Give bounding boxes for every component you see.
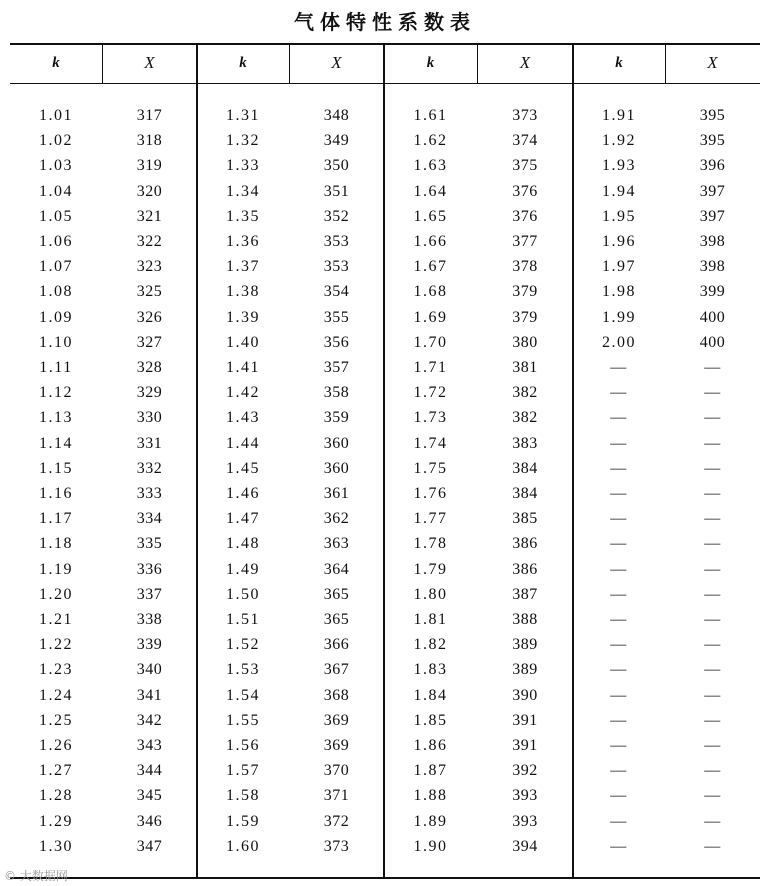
k-value-cell: 1.03	[39, 157, 73, 175]
x-value-cell: —	[704, 661, 721, 679]
x-value-cell: 387	[512, 585, 538, 603]
x-value-cell: 395	[699, 132, 726, 150]
x-value-cell: —	[704, 636, 721, 654]
x-value-cell: 376	[512, 182, 538, 200]
table-row	[10, 481, 760, 506]
header-x-4: X	[707, 53, 718, 72]
table-row	[10, 456, 760, 481]
x-value-cell: 383	[512, 434, 538, 452]
x-value-cell: 361	[323, 485, 350, 502]
x-value-cell: 317	[136, 107, 163, 124]
x-value-cell: 360	[323, 459, 350, 477]
k-value-cell: 1.34	[226, 182, 260, 200]
x-value-cell: 380	[512, 333, 538, 351]
k-value-cell: 1.87	[413, 762, 448, 780]
k-value-cell: —	[610, 636, 628, 654]
x-value-cell: 392	[512, 762, 538, 780]
header-k-3: k	[426, 55, 435, 71]
x-value-cell: 391	[512, 711, 538, 729]
table-row	[10, 204, 760, 229]
k-value-cell: 1.42	[226, 384, 260, 402]
x-value-cell: 370	[323, 762, 350, 780]
k-value-cell: 1.38	[226, 283, 260, 301]
k-value-cell: 1.59	[226, 812, 260, 830]
k-value-cell: —	[610, 812, 628, 830]
k-value-cell: 1.12	[39, 384, 73, 402]
x-value-cell: 374	[512, 132, 538, 150]
table-row	[10, 128, 760, 153]
table-row	[10, 431, 760, 456]
table-row	[10, 582, 760, 607]
x-value-cell: 335	[136, 535, 163, 553]
x-value-cell: 357	[323, 359, 350, 376]
k-value-cell: 1.61	[413, 107, 448, 124]
x-value-cell: 365	[323, 611, 350, 628]
k-value-cell: —	[610, 359, 628, 376]
table-row	[10, 305, 760, 330]
k-value-cell: 1.07	[39, 258, 73, 276]
x-value-cell: 359	[323, 409, 350, 427]
k-value-cell: 1.36	[226, 233, 260, 250]
k-value-cell: —	[610, 459, 628, 477]
x-value-cell: 360	[323, 434, 350, 452]
x-value-cell: 398	[699, 258, 726, 276]
table-row	[10, 758, 760, 783]
x-value-cell: 338	[136, 611, 163, 628]
x-value-cell: —	[704, 485, 721, 502]
k-value-cell: 1.80	[413, 585, 448, 603]
x-value-cell: —	[704, 459, 721, 477]
k-value-cell: —	[610, 787, 628, 805]
k-value-cell: 1.41	[226, 359, 260, 376]
x-value-cell: 364	[323, 560, 350, 578]
k-value-cell: 1.26	[39, 737, 73, 754]
x-value-cell: 385	[512, 510, 538, 528]
table-row	[10, 683, 760, 708]
x-value-cell: 319	[136, 157, 163, 175]
k-value-cell: 1.17	[39, 510, 73, 528]
header-divider	[102, 43, 103, 83]
gas-coefficient-table	[10, 43, 760, 878]
table-row	[10, 809, 760, 834]
header-k-2: k	[239, 55, 247, 71]
k-value-cell: —	[610, 510, 628, 528]
k-value-cell: 1.67	[413, 258, 448, 276]
x-value-cell: —	[704, 812, 721, 830]
k-value-cell: 1.69	[413, 308, 448, 326]
x-value-cell: 390	[512, 686, 538, 704]
table-row	[10, 229, 760, 254]
x-value-cell: 333	[136, 485, 163, 502]
x-value-cell: 377	[512, 233, 538, 250]
k-value-cell: 1.58	[226, 787, 260, 805]
k-value-cell: 1.24	[39, 686, 73, 704]
x-value-cell: 339	[136, 636, 163, 654]
header-divider	[289, 43, 290, 83]
k-value-cell: 1.48	[226, 535, 260, 553]
k-value-cell: 1.73	[413, 409, 448, 427]
table-row	[10, 531, 760, 556]
x-value-cell: 400	[699, 308, 726, 326]
x-value-cell: —	[704, 585, 721, 603]
table-row	[10, 506, 760, 531]
x-value-cell: 372	[323, 812, 350, 830]
table-row	[10, 153, 760, 178]
header-divider	[477, 43, 478, 83]
k-value-cell: 1.15	[39, 459, 73, 477]
k-value-cell: 1.39	[226, 308, 260, 326]
x-value-cell: 330	[136, 409, 163, 427]
table-row	[10, 405, 760, 430]
k-value-cell: 1.29	[39, 812, 73, 830]
k-value-cell: 1.56	[226, 737, 260, 754]
k-value-cell: 1.66	[413, 233, 448, 250]
k-value-cell: 1.60	[226, 837, 260, 855]
x-value-cell: 396	[699, 157, 726, 175]
table-row	[10, 632, 760, 657]
k-value-cell: 1.19	[39, 560, 73, 578]
k-value-cell: 1.33	[226, 157, 260, 175]
x-value-cell: 375	[512, 157, 538, 175]
k-value-cell: —	[610, 661, 628, 679]
k-value-cell: 1.27	[39, 762, 73, 780]
x-value-cell: 384	[512, 485, 538, 502]
watermark-logo: © 大数据网	[4, 869, 68, 883]
x-value-cell: 328	[136, 359, 163, 376]
k-value-cell: —	[610, 409, 628, 427]
k-value-cell: 1.31	[226, 107, 260, 124]
k-value-cell: —	[610, 837, 628, 855]
k-value-cell: —	[610, 762, 628, 780]
k-value-cell: 1.64	[413, 182, 448, 200]
x-value-cell: 342	[136, 711, 163, 729]
k-value-cell: 1.81	[413, 611, 448, 628]
k-value-cell: —	[610, 485, 628, 502]
table-row	[10, 279, 760, 304]
k-value-cell: 1.01	[39, 107, 73, 124]
k-value-cell: 1.79	[413, 560, 448, 578]
k-value-cell: —	[610, 384, 628, 402]
x-value-cell: —	[704, 384, 721, 402]
table-title: 气体特性系数表	[294, 10, 476, 34]
x-value-cell: 350	[323, 157, 350, 175]
k-value-cell: —	[610, 434, 628, 452]
k-value-cell: —	[610, 711, 628, 729]
k-value-cell: 1.82	[413, 636, 448, 654]
header-x-1: X	[144, 53, 155, 72]
x-value-cell: 355	[323, 308, 350, 326]
x-value-cell: 391	[512, 737, 538, 754]
header-x-2: X	[331, 53, 342, 72]
k-value-cell: 1.85	[413, 711, 448, 729]
x-value-cell: 389	[512, 636, 538, 654]
x-value-cell: 397	[699, 182, 726, 200]
k-value-cell: 1.78	[413, 535, 448, 553]
x-value-cell: 326	[136, 308, 163, 326]
k-value-cell: —	[610, 585, 628, 603]
header-rule	[10, 83, 760, 84]
x-value-cell: 336	[136, 560, 163, 578]
k-value-cell: 1.63	[413, 157, 448, 175]
k-value-cell: 1.68	[413, 283, 448, 301]
k-value-cell: 1.14	[39, 434, 73, 452]
x-value-cell: 362	[323, 510, 350, 528]
k-value-cell: 1.11	[39, 359, 73, 376]
x-value-cell: 348	[323, 107, 350, 124]
table-row	[10, 254, 760, 279]
x-value-cell: —	[704, 510, 721, 528]
x-value-cell: 340	[136, 661, 163, 679]
x-value-cell: 399	[699, 283, 726, 301]
x-value-cell: 371	[323, 787, 350, 805]
k-value-cell: 1.08	[39, 283, 73, 301]
x-value-cell: 349	[323, 132, 350, 150]
x-value-cell: 351	[323, 182, 350, 200]
x-value-cell: —	[704, 837, 721, 855]
x-value-cell: —	[704, 535, 721, 553]
x-value-cell: 381	[512, 359, 538, 376]
k-value-cell: 1.54	[226, 686, 260, 704]
k-value-cell: 1.88	[413, 787, 448, 805]
table-row	[10, 330, 760, 355]
x-value-cell: 386	[512, 535, 538, 553]
k-value-cell: 1.65	[413, 207, 448, 225]
x-value-cell: 321	[136, 207, 163, 225]
x-value-cell: 322	[136, 233, 163, 250]
table-row	[10, 657, 760, 682]
table-row	[10, 783, 760, 808]
x-value-cell: 395	[699, 107, 726, 124]
k-value-cell: 1.76	[413, 485, 448, 502]
k-value-cell: 1.72	[413, 384, 448, 402]
k-value-cell: 1.55	[226, 711, 260, 729]
x-value-cell: 373	[323, 837, 350, 855]
table-row	[10, 103, 760, 128]
k-value-cell: 1.16	[39, 485, 73, 502]
k-value-cell: 1.04	[39, 182, 73, 200]
table-row	[10, 733, 760, 758]
x-value-cell: 394	[512, 837, 538, 855]
k-value-cell: —	[610, 686, 628, 704]
k-value-cell: 1.10	[39, 333, 73, 351]
k-value-cell: —	[610, 737, 628, 754]
k-value-cell: 1.47	[226, 510, 260, 528]
x-value-cell: 325	[136, 283, 163, 301]
k-value-cell: 1.52	[226, 636, 260, 654]
table-row	[10, 607, 760, 632]
x-value-cell: 367	[323, 661, 350, 679]
k-value-cell: 1.30	[39, 837, 73, 855]
k-value-cell: 1.09	[39, 308, 73, 326]
x-value-cell: 389	[512, 661, 538, 679]
header-x-3: X	[519, 53, 531, 72]
header-divider	[665, 43, 666, 83]
header-k-4: k	[615, 55, 623, 71]
x-value-cell: 320	[136, 182, 163, 200]
x-value-cell: 318	[136, 132, 163, 150]
x-value-cell: 400	[699, 333, 726, 351]
x-value-cell: 365	[323, 585, 350, 603]
x-value-cell: 393	[512, 787, 538, 805]
table-row	[10, 179, 760, 204]
k-value-cell: —	[610, 535, 628, 553]
k-value-cell: 1.13	[39, 409, 73, 427]
k-value-cell: 1.35	[226, 207, 260, 225]
x-value-cell: —	[704, 560, 721, 578]
x-value-cell: 379	[512, 308, 538, 326]
x-value-cell: 397	[699, 207, 726, 225]
k-value-cell: 1.20	[39, 585, 73, 603]
x-value-cell: 344	[136, 762, 163, 780]
k-value-cell: 1.96	[602, 233, 636, 250]
k-value-cell: 1.51	[226, 611, 260, 628]
k-value-cell: 1.25	[39, 711, 73, 729]
table-row	[10, 834, 760, 859]
x-value-cell: 327	[136, 333, 163, 351]
x-value-cell: 366	[323, 636, 350, 654]
k-value-cell: 1.28	[39, 787, 73, 805]
k-value-cell: 1.74	[413, 434, 448, 452]
k-value-cell: 1.46	[226, 485, 260, 502]
x-value-cell: 376	[512, 207, 538, 225]
x-value-cell: 352	[323, 207, 350, 225]
k-value-cell: 1.53	[226, 661, 260, 679]
x-value-cell: —	[704, 711, 721, 729]
k-value-cell: 2.00	[602, 333, 636, 351]
x-value-cell: —	[704, 762, 721, 780]
x-value-cell: 353	[323, 233, 350, 250]
x-value-cell: 347	[136, 837, 163, 855]
k-value-cell: 1.02	[39, 132, 73, 150]
x-value-cell: —	[704, 359, 721, 376]
x-value-cell: 334	[136, 510, 163, 528]
k-value-cell: 1.71	[413, 359, 448, 376]
k-value-cell: 1.05	[39, 207, 73, 225]
k-value-cell: 1.97	[602, 258, 636, 276]
x-value-cell: 386	[512, 560, 538, 578]
x-value-cell: 378	[512, 258, 538, 276]
k-value-cell: 1.21	[39, 611, 73, 628]
k-value-cell: 1.57	[226, 762, 260, 780]
x-value-cell: 373	[512, 107, 538, 124]
k-value-cell: 1.40	[226, 333, 260, 351]
x-value-cell: 329	[136, 384, 163, 402]
k-value-cell: 1.89	[413, 812, 448, 830]
x-value-cell: 398	[699, 233, 726, 250]
x-value-cell: 323	[136, 258, 163, 276]
k-value-cell: 1.23	[39, 661, 73, 679]
k-value-cell: 1.70	[413, 333, 448, 351]
k-value-cell: 1.62	[413, 132, 448, 150]
x-value-cell: 346	[136, 812, 163, 830]
k-value-cell: 1.95	[602, 207, 636, 225]
x-value-cell: 337	[136, 585, 163, 603]
k-value-cell: 1.44	[226, 434, 260, 452]
k-value-cell: 1.18	[39, 535, 73, 553]
k-value-cell: 1.49	[226, 560, 260, 578]
header-k-1: k	[52, 55, 60, 71]
table-row	[10, 708, 760, 733]
k-value-cell: 1.45	[226, 459, 260, 477]
x-value-cell: 382	[512, 384, 538, 402]
x-value-cell: 331	[136, 434, 163, 452]
k-value-cell: 1.86	[413, 737, 448, 754]
k-value-cell: 1.92	[602, 132, 636, 150]
x-value-cell: 384	[512, 459, 538, 477]
x-value-cell: —	[704, 611, 721, 628]
x-value-cell: 353	[323, 258, 350, 276]
table-bottom-rule	[10, 877, 760, 879]
x-value-cell: 354	[323, 283, 350, 301]
x-value-cell: 358	[323, 384, 350, 402]
x-value-cell: 393	[512, 812, 538, 830]
x-value-cell: 332	[136, 459, 163, 477]
x-value-cell: 369	[323, 711, 350, 729]
x-value-cell: 363	[323, 535, 350, 553]
k-value-cell: 1.77	[413, 510, 448, 528]
k-value-cell: 1.22	[39, 636, 73, 654]
x-value-cell: 356	[323, 333, 350, 351]
k-value-cell: 1.91	[602, 107, 636, 124]
x-value-cell: 382	[512, 409, 538, 427]
table-row	[10, 557, 760, 582]
table-row	[10, 355, 760, 380]
k-value-cell: 1.50	[226, 585, 260, 603]
x-value-cell: —	[704, 787, 721, 805]
k-value-cell: 1.06	[39, 233, 73, 250]
k-value-cell: 1.43	[226, 409, 260, 427]
k-value-cell: 1.93	[602, 157, 636, 175]
x-value-cell: 341	[136, 686, 163, 704]
k-value-cell: —	[610, 560, 628, 578]
k-value-cell: 1.75	[413, 459, 448, 477]
k-value-cell: 1.83	[413, 661, 448, 679]
x-value-cell: 345	[136, 787, 163, 805]
table-row	[10, 380, 760, 405]
x-value-cell: —	[704, 686, 721, 704]
k-value-cell: 1.98	[602, 283, 636, 301]
k-value-cell: 1.84	[413, 686, 448, 704]
x-value-cell: —	[704, 409, 721, 427]
k-value-cell: 1.94	[602, 182, 636, 200]
k-value-cell: 1.32	[226, 132, 260, 150]
x-value-cell: —	[704, 434, 721, 452]
x-value-cell: 379	[512, 283, 538, 301]
x-value-cell: 343	[136, 737, 163, 754]
header-row	[10, 43, 760, 83]
k-value-cell: —	[610, 611, 628, 628]
k-value-cell: 1.90	[413, 837, 448, 855]
x-value-cell: —	[704, 737, 721, 754]
x-value-cell: 369	[323, 737, 350, 754]
x-value-cell: 368	[323, 686, 350, 704]
k-value-cell: 1.37	[226, 258, 260, 276]
k-value-cell: 1.99	[602, 308, 636, 326]
x-value-cell: 388	[512, 611, 538, 628]
